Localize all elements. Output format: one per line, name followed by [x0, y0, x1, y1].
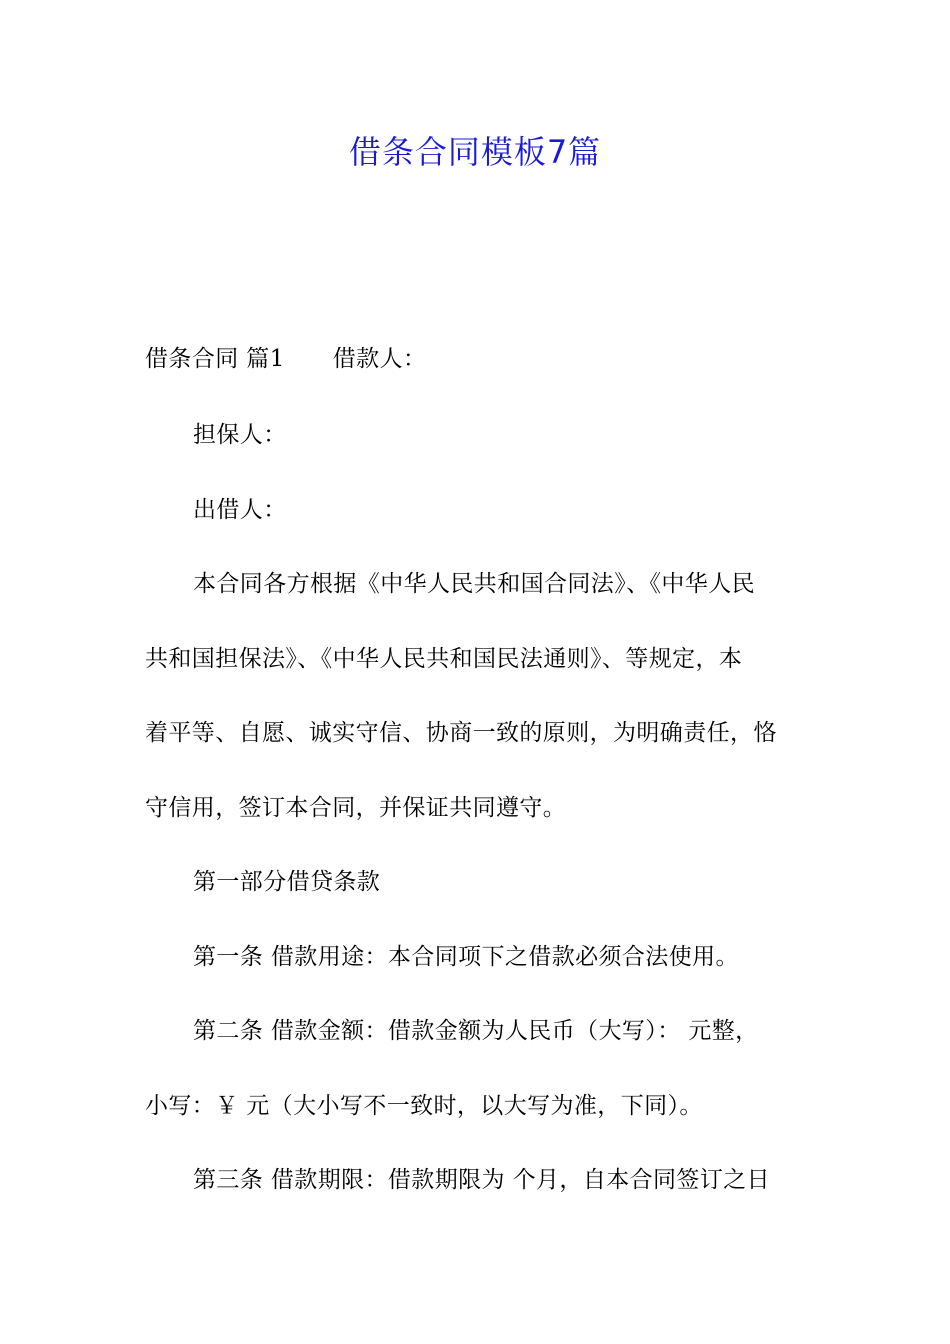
article-line: 第三条 借款期限：借款期限为 个月，自本合同签订之日 [193, 1167, 771, 1193]
article-line: 第一条 借款用途：本合同项下之借款必须合法使用。 [193, 944, 739, 970]
paragraph-line: 着平等、自愿、诚实守信、协商一致的原则，为明确责任，恪 [145, 720, 777, 746]
paragraph-line: 本合同各方根据《中华人民共和国合同法》、《中华人民 [193, 571, 755, 597]
part-heading: 第一部分借贷条款 [193, 869, 381, 895]
paragraph-line: 守信用，签订本合同，并保证共同遵守。 [145, 795, 567, 821]
paragraph-line: 共和国担保法》、《中华人民共和国民法通则》、等规定，本 [145, 646, 743, 672]
borrower-label: 借款人： [332, 346, 427, 372]
paragraph-line: 小写：￥ 元（大小写不一致时，以大写为准，下同）。 [145, 1093, 703, 1119]
guarantor-line: 担保人： [193, 422, 287, 448]
article-line: 第二条 借款金额：借款金额为人民币（大写）： 元整， [193, 1018, 759, 1044]
section-label: 借条合同 篇1 [145, 346, 285, 372]
section-header-line [145, 342, 815, 376]
lender-line: 出借人： [193, 497, 287, 523]
document-title: 借条合同模板7篇 [348, 133, 602, 171]
